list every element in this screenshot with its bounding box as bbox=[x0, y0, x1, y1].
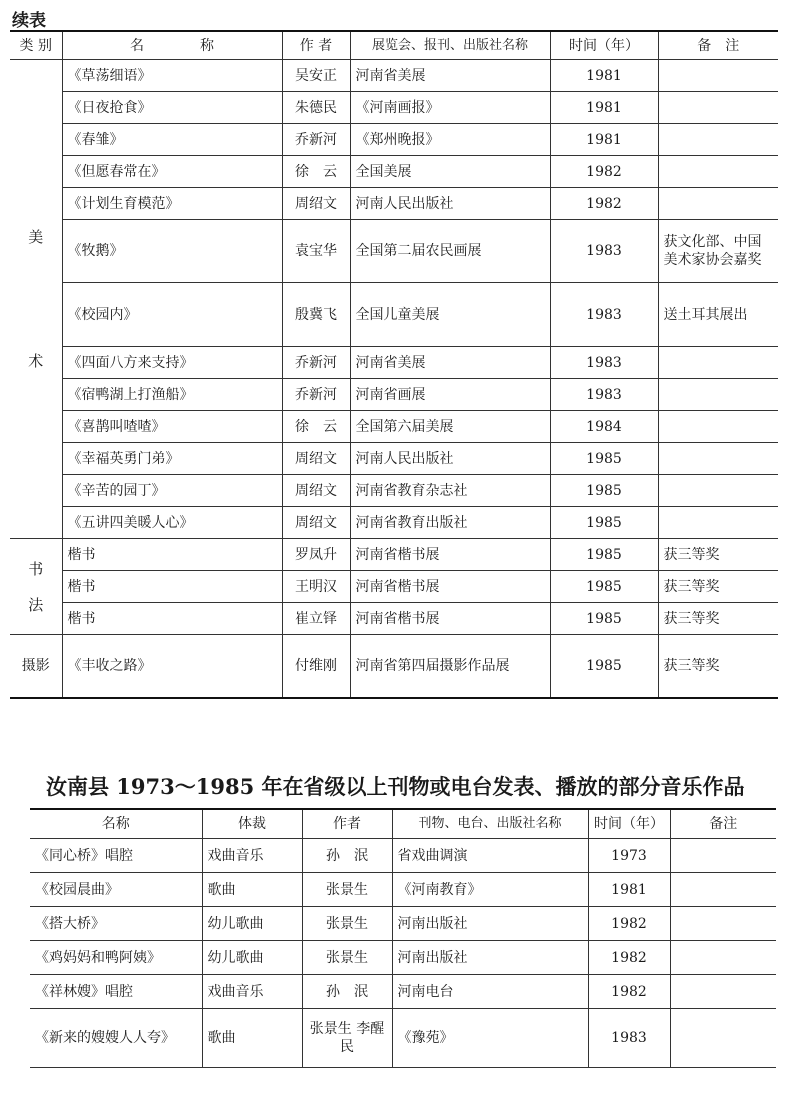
author-cell: 袁宝华 bbox=[282, 220, 350, 283]
year-cell: 1982 bbox=[550, 188, 658, 220]
author-cell: 张景生 李醒民 bbox=[302, 1009, 392, 1068]
note-cell bbox=[670, 975, 776, 1009]
note-cell bbox=[658, 379, 778, 411]
year-cell: 1982 bbox=[550, 156, 658, 188]
col-header-year: 时间（年） bbox=[588, 809, 670, 839]
venue-cell: 河南省第四届摄影作品展 bbox=[350, 635, 550, 699]
table-row bbox=[30, 941, 776, 975]
year-cell: 1982 bbox=[588, 941, 670, 975]
work-name-cell: 《宿鸭湖上打渔船》 bbox=[62, 379, 282, 411]
venue-cell: 河南电台 bbox=[392, 975, 588, 1009]
work-name-cell: 《草荡细语》 bbox=[62, 60, 282, 92]
note-cell bbox=[658, 124, 778, 156]
work-name-cell: 《喜鹊叫喳喳》 bbox=[62, 411, 282, 443]
col-header-category: 类 别 bbox=[10, 31, 62, 60]
work-name-cell: 《五讲四美暖人心》 bbox=[62, 507, 282, 539]
table-row bbox=[10, 571, 778, 603]
author-cell: 吴安正 bbox=[282, 60, 350, 92]
author-cell: 乔新河 bbox=[282, 124, 350, 156]
table-header-row bbox=[10, 31, 778, 60]
year-cell: 1985 bbox=[550, 443, 658, 475]
note-cell: 获三等奖 bbox=[658, 603, 778, 635]
work-name-cell: 《牧鹅》 bbox=[62, 220, 282, 283]
author-cell: 孙 泯 bbox=[302, 839, 392, 873]
table-row bbox=[10, 92, 778, 124]
table-row bbox=[10, 475, 778, 507]
category-char: 术 bbox=[28, 352, 44, 370]
note-cell bbox=[658, 475, 778, 507]
author-cell: 朱德民 bbox=[282, 92, 350, 124]
year-cell: 1985 bbox=[550, 635, 658, 699]
note-cell bbox=[670, 1009, 776, 1068]
author-cell: 王明汉 bbox=[282, 571, 350, 603]
note-cell bbox=[670, 873, 776, 907]
venue-cell: 河南省楷书展 bbox=[350, 539, 550, 571]
work-name-cell: 《日夜抢食》 bbox=[62, 92, 282, 124]
work-name-cell: 《辛苦的园丁》 bbox=[62, 475, 282, 507]
work-name-cell: 《校园内》 bbox=[62, 283, 282, 347]
work-name-cell: 《丰收之路》 bbox=[62, 635, 282, 699]
table-row bbox=[30, 873, 776, 907]
table-row bbox=[10, 124, 778, 156]
work-name-cell: 楷书 bbox=[62, 571, 282, 603]
note-cell: 获文化部、中国美术家协会嘉奖 bbox=[658, 220, 778, 283]
venue-cell: 河南省美展 bbox=[350, 347, 550, 379]
table-row bbox=[10, 60, 778, 92]
venue-cell: 河南人民出版社 bbox=[350, 188, 550, 220]
venue-cell: 河南省画展 bbox=[350, 379, 550, 411]
table-row bbox=[10, 220, 778, 283]
venue-cell: 省戏曲调演 bbox=[392, 839, 588, 873]
author-cell: 徐 云 bbox=[282, 156, 350, 188]
venue-cell: 河南省教育出版社 bbox=[350, 507, 550, 539]
genre-cell: 歌曲 bbox=[202, 1009, 302, 1068]
col-header-note: 备 注 bbox=[658, 31, 778, 60]
note-cell bbox=[658, 156, 778, 188]
table-row bbox=[10, 188, 778, 220]
author-cell: 乔新河 bbox=[282, 347, 350, 379]
venue-cell: 《豫苑》 bbox=[392, 1009, 588, 1068]
author-cell: 乔新河 bbox=[282, 379, 350, 411]
year-cell: 1983 bbox=[550, 379, 658, 411]
year-cell: 1985 bbox=[550, 571, 658, 603]
year-cell: 1973 bbox=[588, 839, 670, 873]
table-row bbox=[10, 379, 778, 411]
table-row bbox=[10, 347, 778, 379]
genre-cell: 歌曲 bbox=[202, 873, 302, 907]
note-cell bbox=[658, 92, 778, 124]
col-header-note: 备注 bbox=[670, 809, 776, 839]
genre-cell: 幼儿歌曲 bbox=[202, 941, 302, 975]
table-row bbox=[10, 507, 778, 539]
table-row bbox=[10, 283, 778, 347]
col-header-name: 名 称 bbox=[62, 31, 282, 60]
year-cell: 1981 bbox=[550, 92, 658, 124]
author-cell: 周绍文 bbox=[282, 443, 350, 475]
venue-cell: 河南省美展 bbox=[350, 60, 550, 92]
table-row bbox=[10, 156, 778, 188]
venue-cell: 河南人民出版社 bbox=[350, 443, 550, 475]
venue-cell: 《郑州晚报》 bbox=[350, 124, 550, 156]
year-cell: 1981 bbox=[588, 873, 670, 907]
category-char: 法 bbox=[28, 595, 44, 614]
table-row bbox=[10, 411, 778, 443]
col-header-venue: 刊物、电台、出版社名称 bbox=[392, 809, 588, 839]
work-name-cell: 《同心桥》唱腔 bbox=[30, 839, 202, 873]
author-cell: 周绍文 bbox=[282, 188, 350, 220]
work-name-cell: 楷书 bbox=[62, 539, 282, 571]
work-name-cell: 《搭大桥》 bbox=[30, 907, 202, 941]
venue-cell: 河南出版社 bbox=[392, 941, 588, 975]
venue-cell: 河南出版社 bbox=[392, 907, 588, 941]
work-name-cell: 《校园晨曲》 bbox=[30, 873, 202, 907]
author-cell: 周绍文 bbox=[282, 507, 350, 539]
table-row bbox=[30, 907, 776, 941]
table-header-row bbox=[30, 809, 776, 839]
table-row bbox=[30, 975, 776, 1009]
note-cell bbox=[658, 188, 778, 220]
venue-cell: 河南省楷书展 bbox=[350, 603, 550, 635]
venue-cell: 全国第六届美展 bbox=[350, 411, 550, 443]
col-header-author: 作者 bbox=[302, 809, 392, 839]
note-cell bbox=[670, 839, 776, 873]
note-cell: 获三等奖 bbox=[658, 539, 778, 571]
author-cell: 付维刚 bbox=[282, 635, 350, 699]
table-row bbox=[10, 539, 778, 571]
year-cell: 1985 bbox=[550, 603, 658, 635]
col-header-genre: 体裁 bbox=[202, 809, 302, 839]
work-name-cell: 《鸡妈妈和鸭阿姨》 bbox=[30, 941, 202, 975]
venue-cell: 《河南画报》 bbox=[350, 92, 550, 124]
table-row bbox=[10, 443, 778, 475]
work-name-cell: 楷书 bbox=[62, 603, 282, 635]
venue-cell: 《河南教育》 bbox=[392, 873, 588, 907]
note-cell bbox=[658, 411, 778, 443]
genre-cell: 戏曲音乐 bbox=[202, 975, 302, 1009]
year-cell: 1982 bbox=[588, 907, 670, 941]
note-cell bbox=[658, 507, 778, 539]
work-name-cell: 《四面八方来支持》 bbox=[62, 347, 282, 379]
table-row bbox=[30, 1009, 776, 1068]
category-char: 书 bbox=[28, 559, 44, 578]
work-name-cell: 《春雏》 bbox=[62, 124, 282, 156]
author-cell: 张景生 bbox=[302, 907, 392, 941]
col-header-year: 时间（年） bbox=[550, 31, 658, 60]
genre-cell: 幼儿歌曲 bbox=[202, 907, 302, 941]
work-name-cell: 《计划生育模范》 bbox=[62, 188, 282, 220]
author-cell: 崔立铎 bbox=[282, 603, 350, 635]
category-cell-art bbox=[10, 60, 62, 539]
venue-cell: 河南省教育杂志社 bbox=[350, 475, 550, 507]
note-cell bbox=[670, 941, 776, 975]
music-table-title: 汝南县 1973～1985 年在省级以上刊物或电台发表、播放的部分音乐作品 bbox=[46, 774, 745, 799]
col-header-author: 作 者 bbox=[282, 31, 350, 60]
author-cell: 孙 泯 bbox=[302, 975, 392, 1009]
note-cell bbox=[670, 907, 776, 941]
year-cell: 1985 bbox=[550, 539, 658, 571]
music-works-table bbox=[30, 808, 776, 1068]
continued-label: 续表 bbox=[12, 11, 46, 31]
year-cell: 1983 bbox=[550, 283, 658, 347]
table-row bbox=[10, 603, 778, 635]
year-cell: 1984 bbox=[550, 411, 658, 443]
note-cell: 送土耳其展出 bbox=[658, 283, 778, 347]
table-row bbox=[30, 839, 776, 873]
category-cell-photography: 摄影 bbox=[10, 635, 62, 699]
year-cell: 1983 bbox=[550, 220, 658, 283]
col-header-venue: 展览会、报刊、出版社名称 bbox=[350, 31, 550, 60]
venue-cell: 全国儿童美展 bbox=[350, 283, 550, 347]
note-cell: 获三等奖 bbox=[658, 571, 778, 603]
work-name-cell: 《幸福英勇门弟》 bbox=[62, 443, 282, 475]
work-name-cell: 《祥林嫂》唱腔 bbox=[30, 975, 202, 1009]
author-cell: 殷冀飞 bbox=[282, 283, 350, 347]
author-cell: 张景生 bbox=[302, 941, 392, 975]
venue-cell: 全国第二届农民画展 bbox=[350, 220, 550, 283]
work-name-cell: 《新来的嫂嫂人人夸》 bbox=[30, 1009, 202, 1068]
art-works-table bbox=[10, 30, 778, 699]
category-char: 美 bbox=[28, 228, 44, 246]
note-cell bbox=[658, 443, 778, 475]
year-cell: 1983 bbox=[588, 1009, 670, 1068]
year-cell: 1981 bbox=[550, 60, 658, 92]
venue-cell: 全国美展 bbox=[350, 156, 550, 188]
col-header-name: 名称 bbox=[30, 809, 202, 839]
genre-cell: 戏曲音乐 bbox=[202, 839, 302, 873]
author-cell: 周绍文 bbox=[282, 475, 350, 507]
note-cell: 获三等奖 bbox=[658, 635, 778, 699]
note-cell bbox=[658, 347, 778, 379]
year-cell: 1985 bbox=[550, 475, 658, 507]
author-cell: 罗凤升 bbox=[282, 539, 350, 571]
year-cell: 1982 bbox=[588, 975, 670, 1009]
author-cell: 徐 云 bbox=[282, 411, 350, 443]
year-cell: 1983 bbox=[550, 347, 658, 379]
work-name-cell: 《但愿春常在》 bbox=[62, 156, 282, 188]
author-cell: 张景生 bbox=[302, 873, 392, 907]
year-cell: 1985 bbox=[550, 507, 658, 539]
note-cell bbox=[658, 60, 778, 92]
year-cell: 1981 bbox=[550, 124, 658, 156]
table-row bbox=[10, 635, 778, 699]
category-cell-calligraphy bbox=[10, 539, 62, 635]
venue-cell: 河南省楷书展 bbox=[350, 571, 550, 603]
